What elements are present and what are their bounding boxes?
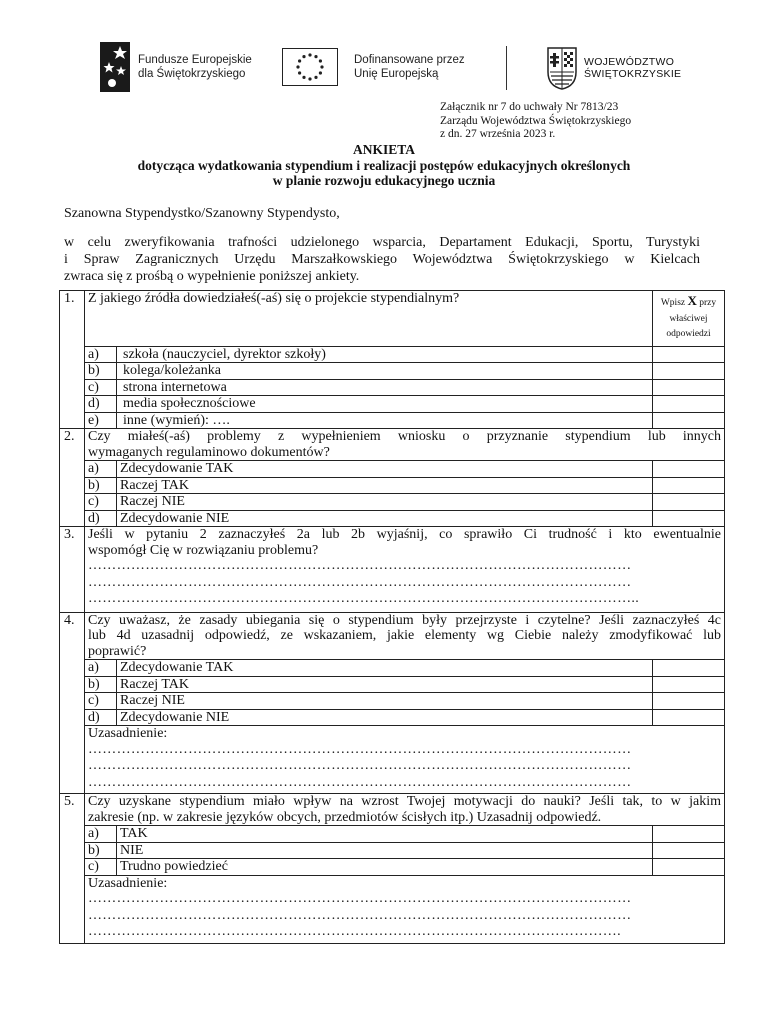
option-text: szkoła (nauczyciel, dyrektor szkoły) <box>117 346 653 363</box>
header-divider <box>506 46 507 90</box>
answer-cell-q5c[interactable] <box>653 859 725 876</box>
option-letter: a) <box>85 346 117 363</box>
answer-cell-q2a[interactable] <box>653 461 725 478</box>
q3-answer-lines[interactable] <box>88 558 721 608</box>
q4-answer-lines[interactable] <box>88 742 721 792</box>
q4-option-c[interactable] <box>60 693 725 710</box>
eu-flag-icon <box>282 48 338 86</box>
option-letter: d) <box>85 396 117 413</box>
option-letter: b) <box>85 842 117 859</box>
q5-option-c[interactable] <box>60 859 725 876</box>
option-text: kolega/koleżanka <box>117 363 653 380</box>
justification-label: Uzasadnienie: <box>88 875 168 891</box>
answer-cell-q1b[interactable] <box>653 363 725 380</box>
woj-logo-line1: WOJEWÓDZTWO <box>584 56 675 68</box>
attachment-line1: Załącznik nr 7 do uchwały Nr 7813/23 <box>440 101 619 113</box>
q2-option-b[interactable] <box>60 477 725 494</box>
fe-stars-icon <box>100 42 130 92</box>
answer-line[interactable]: …………………………………………………………………………………………………… <box>88 891 632 906</box>
q2-option-d[interactable] <box>60 510 725 527</box>
title-line1: ANKIETA <box>352 142 415 157</box>
q5-option-a[interactable] <box>60 826 725 843</box>
option-text: media społecznościowe <box>117 396 653 413</box>
title-line3: w planie rozwoju edukacyjnego ucznia <box>272 173 496 188</box>
q4-text <box>85 612 725 660</box>
q1-option-c[interactable] <box>60 379 725 396</box>
answer-line[interactable]: …………………………………………………………………………………………………… <box>88 574 632 590</box>
q5-justification <box>85 875 725 943</box>
q4-line3: poprawić? <box>88 643 147 659</box>
q3-number: 3. <box>60 527 85 613</box>
answer-line[interactable]: …………………………………………………………………………………………………….. <box>88 591 639 606</box>
q2-option-c[interactable] <box>60 494 725 511</box>
option-letter: b) <box>85 477 117 494</box>
answer-line[interactable]: …………………………………………………………………………………………………… <box>88 558 632 573</box>
q4-justification-row <box>60 726 725 794</box>
q5-header-row <box>60 794 725 826</box>
q1-option-a[interactable] <box>60 346 725 363</box>
q3-text <box>85 527 725 613</box>
option-text: TAK <box>117 826 653 843</box>
option-letter: c) <box>85 859 117 876</box>
q1-option-d[interactable] <box>60 396 725 413</box>
q2-text <box>85 429 725 461</box>
q4-option-b[interactable] <box>60 676 725 693</box>
option-letter: d) <box>85 709 117 726</box>
q1-text: Z jakiego źródła dowiedziałeś(-aś) się o projekcie stypendialnym? <box>85 291 653 347</box>
answer-cell-q4b[interactable] <box>653 676 725 693</box>
answer-cell-q1e[interactable] <box>653 412 725 429</box>
answer-cell-q4a[interactable] <box>653 660 725 677</box>
woj-logo-text <box>584 56 681 80</box>
option-text: Raczej NIE <box>117 494 653 511</box>
intro-line2: i Spraw Zagranicznych Urzędu Marszałkowskiego Województwa Świętokrzyskiego w Kielcach <box>64 252 700 267</box>
title-line2: dotycząca wydatkowania stypendium i realizacji postępów edukacyjnych określonych <box>137 157 631 173</box>
answer-column-hint <box>653 291 725 347</box>
header-logos <box>100 40 680 98</box>
q1-number: 1. <box>60 291 85 429</box>
q1-header-row <box>60 291 725 347</box>
q1-option-b[interactable] <box>60 363 725 380</box>
answer-cell-q2d[interactable] <box>653 510 725 527</box>
option-letter: a) <box>85 826 117 843</box>
answer-line[interactable]: …………………………………………………………………………………………………… <box>88 741 632 757</box>
fe-logo <box>100 42 252 92</box>
option-text: Zdecydowanie NIE <box>117 510 653 527</box>
answer-cell-q5a[interactable] <box>653 826 725 843</box>
answer-cell-q1d[interactable] <box>653 396 725 413</box>
q3-line2: wspomógł Cię w rozwiązaniu problemu? <box>88 542 319 558</box>
woj-logo-line2: ŚWIĘTOKRZYSKIE <box>584 68 682 80</box>
page-title <box>0 142 768 189</box>
q2-option-a[interactable] <box>60 461 725 478</box>
option-text: NIE <box>117 842 653 859</box>
q2-header-row <box>60 429 725 461</box>
q2-line2: wymaganych regulaminowo dokumentów? <box>88 444 330 460</box>
q5-number: 5. <box>60 794 85 944</box>
option-text: Trudno powiedzieć <box>117 859 653 876</box>
q3-line1: Jeśli w pytaniu 2 zaznaczyłeś 2a lub 2b wyjaśnij, co sprawiło Ci trudność i kto ewentualnie <box>88 527 721 542</box>
eu-logo-line1: Dofinansowane przez <box>354 54 465 66</box>
coat-of-arms-icon <box>546 46 578 90</box>
eu-logo-text <box>354 53 465 81</box>
hint-mark: X <box>687 293 697 308</box>
answer-cell-q4c[interactable] <box>653 693 725 710</box>
answer-line[interactable]: …………………………………………………………………………………………………… <box>88 907 632 923</box>
answer-line[interactable]: …………………………………………………………………………………………………… <box>88 774 632 790</box>
q4-line1: Czy uważasz, że zasady ubiegania się o stypendium były przejrzyste i czytelne? Jeśli zaznaczyłeś 4c <box>88 612 721 628</box>
option-letter: b) <box>85 676 117 693</box>
greeting: Szanowna Stypendystko/Szanowny Stypendysto, <box>64 206 340 221</box>
intro-line1: w celu zweryfikowania trafności udzielonego wsparcia, Departament Edukacji, Sportu, Turystyki <box>64 235 700 250</box>
intro-line3: zwraca się z prośbą o wypełnienie poniższej ankiety. <box>64 269 360 284</box>
hint-post: przy właściwej odpowiedzi <box>666 298 717 339</box>
option-text: inne (wymień): …. <box>117 412 653 429</box>
option-text: Raczej NIE <box>117 693 653 710</box>
option-letter: b) <box>85 363 117 380</box>
q4-line2: lub 4d uzasadnij odpowiedź, ze wskazaniem, jakie elementy wg Ciebie należy zmodyfikować lub <box>88 628 721 643</box>
q2-line1: Czy miałeś(-aś) problemy z wypełnieniem wniosku o przyznanie stypendium lub innych <box>88 429 721 444</box>
option-text: Raczej TAK <box>117 676 653 693</box>
survey-table <box>59 290 725 944</box>
option-letter: d) <box>85 510 117 527</box>
woj-logo <box>546 46 681 90</box>
q3-row <box>60 527 725 613</box>
option-letter: c) <box>85 494 117 511</box>
q4-header-row <box>60 612 725 660</box>
answer-cell-q5b[interactable] <box>653 842 725 859</box>
answer-cell-q2c[interactable] <box>653 494 725 511</box>
intro-paragraph <box>64 234 700 285</box>
q5-option-b[interactable] <box>60 842 725 859</box>
q1-option-e[interactable] <box>60 412 725 429</box>
fe-logo-line2: dla Świętokrzyskiego <box>138 68 246 80</box>
answer-cell-q1c[interactable] <box>653 379 725 396</box>
fe-logo-text <box>138 53 252 81</box>
eu-logo <box>282 48 465 86</box>
option-text: strona internetowa <box>117 379 653 396</box>
option-text: Zdecydowanie TAK <box>117 461 653 478</box>
hint-pre: Wpisz <box>660 298 686 308</box>
option-letter: c) <box>85 379 117 396</box>
q4-option-d[interactable] <box>60 709 725 726</box>
justification-label: Uzasadnienie: <box>88 726 168 741</box>
option-text: Zdecydowanie TAK <box>117 660 653 677</box>
attachment-line2: Zarządu Województwa Świętokrzyskiego <box>440 114 632 127</box>
q5-line1: Czy uzyskane stypendium miało wpływ na wzrost Twojej motywacji do nauki? Jeśli tak, to w jakim <box>88 794 721 809</box>
q5-line2: zakresie (np. w zakresie języków obcych, przedmiotów ścisłych itp.) Uzasadnij odpowiedź. <box>88 809 602 825</box>
answer-cell-q1a[interactable] <box>653 346 725 363</box>
q5-justification-row <box>60 875 725 943</box>
q4-justification <box>85 726 725 794</box>
q4-option-a[interactable] <box>60 660 725 677</box>
q5-text <box>85 794 725 826</box>
option-text: Zdecydowanie NIE <box>117 709 653 726</box>
q5-answer-lines[interactable] <box>88 891 721 941</box>
option-letter: a) <box>85 461 117 478</box>
answer-cell-q4d[interactable] <box>653 709 725 726</box>
fe-logo-line1: Fundusze Europejskie <box>138 54 252 66</box>
option-text: Raczej TAK <box>117 477 653 494</box>
q2-number: 2. <box>60 429 85 527</box>
answer-line[interactable]: …………………………………………………………………………………………………… <box>88 758 632 773</box>
answer-cell-q2b[interactable] <box>653 477 725 494</box>
attachment-line3: z dn. 27 września 2023 r. <box>440 128 556 140</box>
option-letter: e) <box>85 412 117 429</box>
answer-line[interactable]: …………………………………………………………………………………………………. <box>88 924 621 939</box>
q4-number: 4. <box>60 612 85 794</box>
eu-logo-line2: Unię Europejską <box>354 68 439 80</box>
option-letter: c) <box>85 693 117 710</box>
attachment-note <box>440 101 631 142</box>
option-letter: a) <box>85 660 117 677</box>
